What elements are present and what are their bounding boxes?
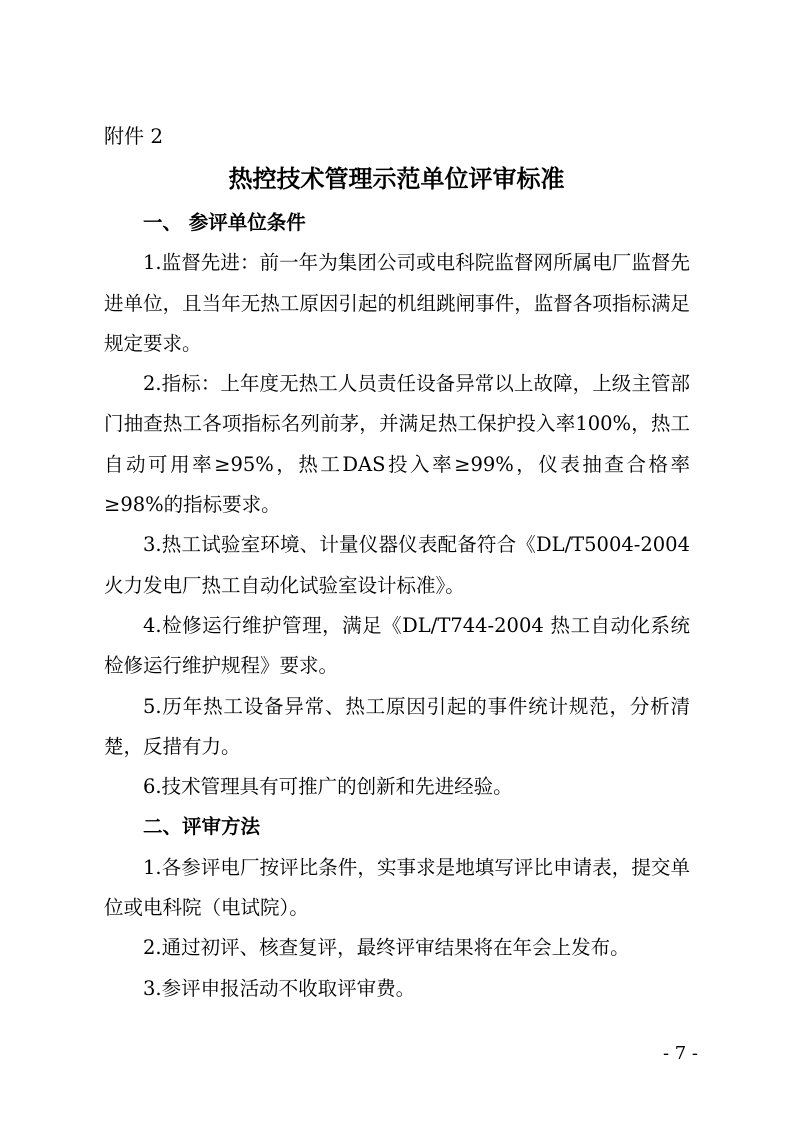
document-body — [104, 203, 690, 1009]
section-heading-review-method: 二、评审方法 — [143, 815, 261, 839]
paragraph-indicators: 2.指标：上年度无热工人员责任设备异常以上故障，上级主管部门抽查热工各项指标名列前茅，并满足热工保护投入率100%，热工自动可用率≥95%，热工DAS投入率≥99%，仪表抽查合格率≥98%的指标要求。 — [104, 372, 690, 517]
paragraph-review-process: 2.通过初评、核查复评，最终评审结果将在年会上发布。 — [143, 936, 630, 960]
paragraph-application: 1.各参评电厂按评比条件，实事求是地填写评比申请表，提交单位或电科院（电试院）。 — [104, 855, 690, 920]
paragraph-supervision: 1.监督先进：前一年为集团公司或电科院监督网所属电厂监督先进单位，且当年无热工原因引起的机组跳闸事件，监督各项指标满足规定要求。 — [104, 251, 690, 355]
attachment-label: 附件 2 — [104, 124, 164, 148]
paragraph-fees: 3.参评申报活动不收取评审费。 — [143, 976, 416, 1000]
section-heading-eligibility: 一、 参评单位条件 — [143, 211, 306, 234]
paragraph-laboratory: 3.热工试验室环境、计量仪器仪表配备符合《DL/T5004-2004 火力发电厂热工自动化试验室设计标准》。 — [104, 533, 690, 597]
document-title: 热控技术管理示范单位评审标准 — [228, 165, 565, 193]
paragraph-maintenance: 4.检修运行维护管理，满足《DL/T744-2004 热工自动化系统检修运行维护规程》要求。 — [104, 613, 690, 678]
paragraph-innovation: 6.技术管理具有可推广的创新和先进经验。 — [143, 775, 513, 799]
page-number: - 7 - — [662, 1043, 698, 1064]
paragraph-statistics: 5.历年热工设备异常、热工原因引起的事件统计规范，分析清楚，反措有力。 — [104, 694, 690, 758]
